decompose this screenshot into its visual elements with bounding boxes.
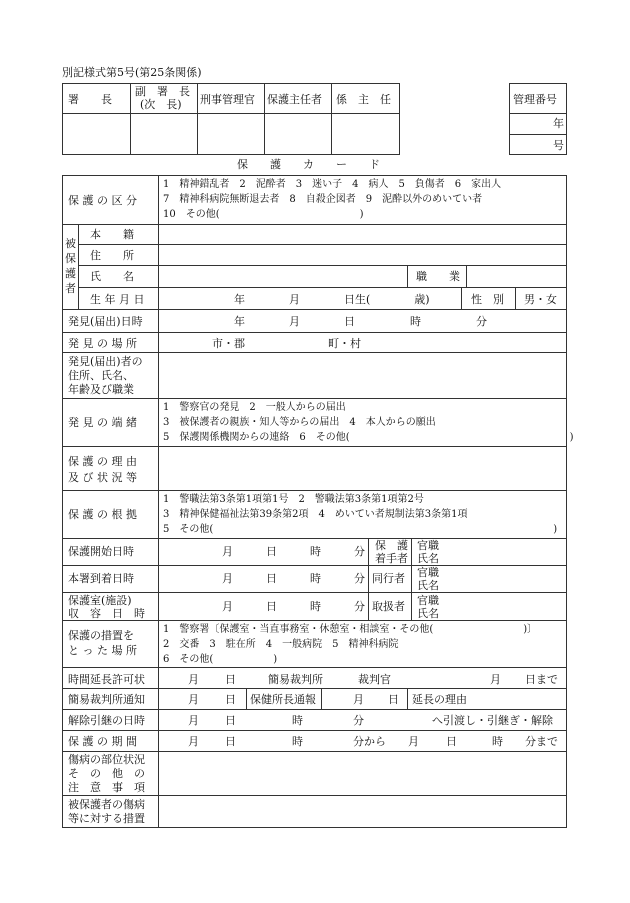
release-month: 月 [188,714,199,727]
basis-label: 保 護 の 根 拠 [68,508,137,521]
found-time-value: 年 月 日 時 分 [234,315,487,328]
arrival-time-value: 月 日 時 分 [222,572,365,585]
category-options-3: 10 その他( ) [163,209,364,220]
extension-month: 月 [188,673,199,686]
approval-criminal-manager: 刑事管理官 [200,93,255,106]
extension-month-2: 月 [490,673,501,686]
category-options-1: 1 精神錯乱者 2 泥酔者 3 迷い子 4 病人 5 負傷者 6 家出人 [163,179,502,190]
form-number: 別記様式第5号(第25条関係) [62,66,202,79]
basis-options-1: 1 警職法第3条第1項第1号 2 警職法第3条第1項第2号 [163,494,424,505]
dob-label: 生 年 月 日 [90,293,145,306]
found-place-city: 市・郡 [212,337,245,350]
reason-label-2: 及 び 状 況 等 [68,471,137,484]
address-label: 住 所 [90,249,134,262]
room-label-1: 保護室(施設) [68,594,132,607]
release-minute: 分 [353,714,364,727]
found-time-label: 発見(届出)日時 [68,315,143,328]
approval-deputy: 副 署 長 [135,85,190,98]
approval-section-chief: 係 主 任 [336,93,391,106]
measures-options-3: 6 その他( ) [163,654,278,665]
officer1-label-b: 着手者 [375,552,408,565]
reason-label-1: 保 護 の 理 由 [68,455,137,468]
category-options-2: 7 精神科病院無断退去者 8 自殺企図者 9 泥酔以外のめいてい者 [163,194,483,205]
basis-options-2: 3 精神保健福祉法第39条第2項 4 めいてい者規制法第3条第1項 [163,509,468,520]
period-hour: 時 [292,735,303,748]
admin-number: 号 [553,139,564,152]
extension-court: 簡易裁判所 [268,673,323,686]
health-notice-month: 月 [353,693,364,706]
officer3-name: 氏名 [417,607,439,620]
reporter-label-3: 年齢及び職業 [68,383,134,396]
person-group-label-2: 保 [65,252,76,265]
health-notice-label: 保健所長通報 [250,693,316,706]
circumstance-options-1: 1 警察官の発見 2 一般人からの届出 [163,402,346,413]
room-label-2: 収 容 日 時 [68,607,145,620]
extension-day: 日 [225,673,236,686]
period-hour-2: 時 [492,735,503,748]
period-day-2: 日 [446,735,457,748]
period-day: 日 [225,735,236,748]
injury-measures-label-1: 被保護者の傷病 [68,798,145,811]
name-label: 氏 名 [90,270,134,283]
period-from: 分から [353,735,386,748]
admin-number-label: 管理番号 [513,93,557,106]
extension-until: 日まで [525,673,558,686]
start-time-value: 月 日 時 分 [222,545,365,558]
found-place-town: 町・村 [328,337,361,350]
extension-judge: 裁判官 [358,673,391,686]
injury-label-2: そ の 他 の [68,767,145,780]
officer2-name: 氏名 [417,579,439,592]
admin-year: 年 [553,117,564,130]
measures-label-2: と っ た 場 所 [68,644,137,657]
reporter-label-1: 発見(届出)者の [68,355,143,368]
measures-options-2: 2 交番 3 駐在所 4 一般病院 5 精神科病院 [163,639,399,650]
category-label: 保 護 の 区 分 [68,194,137,207]
approval-protection-officer: 保護主任者 [267,93,322,106]
period-month: 月 [188,735,199,748]
start-time-label: 保護開始日時 [68,545,134,558]
officer1-rank: 官職 [417,539,439,552]
circumstance-options-3: 5 保護関係機関からの連絡 6 その他( ) [163,432,574,443]
approval-chief: 署 長 [68,93,112,106]
period-label: 保 護 の 期 間 [68,735,137,748]
sex-label: 性 別 [471,293,504,306]
person-group-label-1: 被 [65,237,76,250]
circumstance-options-2: 3 被保護者の親族・知人等からの届出 4 本人からの願出 [163,417,436,428]
officer3-label: 取扱者 [372,600,405,613]
injury-label-1: 傷病の部位状況 [68,753,145,766]
officer1-name: 氏名 [417,552,439,565]
person-group-label-4: 者 [65,282,76,295]
arrival-time-label: 本署到着日時 [68,572,134,585]
notice-month: 月 [188,693,199,706]
found-place-label: 発 見 の 場 所 [68,337,137,350]
measures-label-1: 保護の措置を [68,629,134,642]
officer3-rank: 官職 [417,594,439,607]
officer2-rank: 官職 [417,566,439,579]
honseki-label: 本 籍 [90,228,134,241]
officer2-label: 同行者 [372,572,405,585]
health-notice-day: 日 [388,693,399,706]
reporter-label-2: 住所、氏名、 [68,369,134,382]
approval-vice: (次 長) [140,98,182,111]
notice-day: 日 [225,693,236,706]
person-group-label-3: 護 [65,267,76,280]
officer1-label-a: 保 護 [375,539,408,552]
circumstance-label: 発 見 の 端 緒 [68,416,137,429]
injury-label-3: 注 意 事 項 [68,781,145,794]
extension-label: 時間延長許可状 [68,673,145,686]
dob-value: 年 月 日生( 歳) [234,293,430,306]
release-label: 解除引継の日時 [68,714,145,727]
notice-label: 簡易裁判所通知 [68,693,145,706]
room-time-value: 月 日 時 分 [222,600,365,613]
release-hour: 時 [292,714,303,727]
sex-value: 男・女 [524,293,557,306]
page-title: 保 護 カ ー ド [237,158,380,171]
period-until: 分まで [525,735,558,748]
release-day: 日 [225,714,236,727]
occupation-label: 職 業 [416,270,460,283]
basis-options-3: 5 その他( ) [163,524,558,535]
extension-reason-label: 延長の理由 [412,693,467,706]
release-action: へ引渡し・引継ぎ・解除 [432,714,553,727]
injury-measures-label-2: 等に対する措置 [68,812,145,825]
measures-options-1: 1 警察署〔保護室・当直事務室・休憩室・相談室・その他( )〕 [163,624,538,635]
period-month-2: 月 [408,735,419,748]
